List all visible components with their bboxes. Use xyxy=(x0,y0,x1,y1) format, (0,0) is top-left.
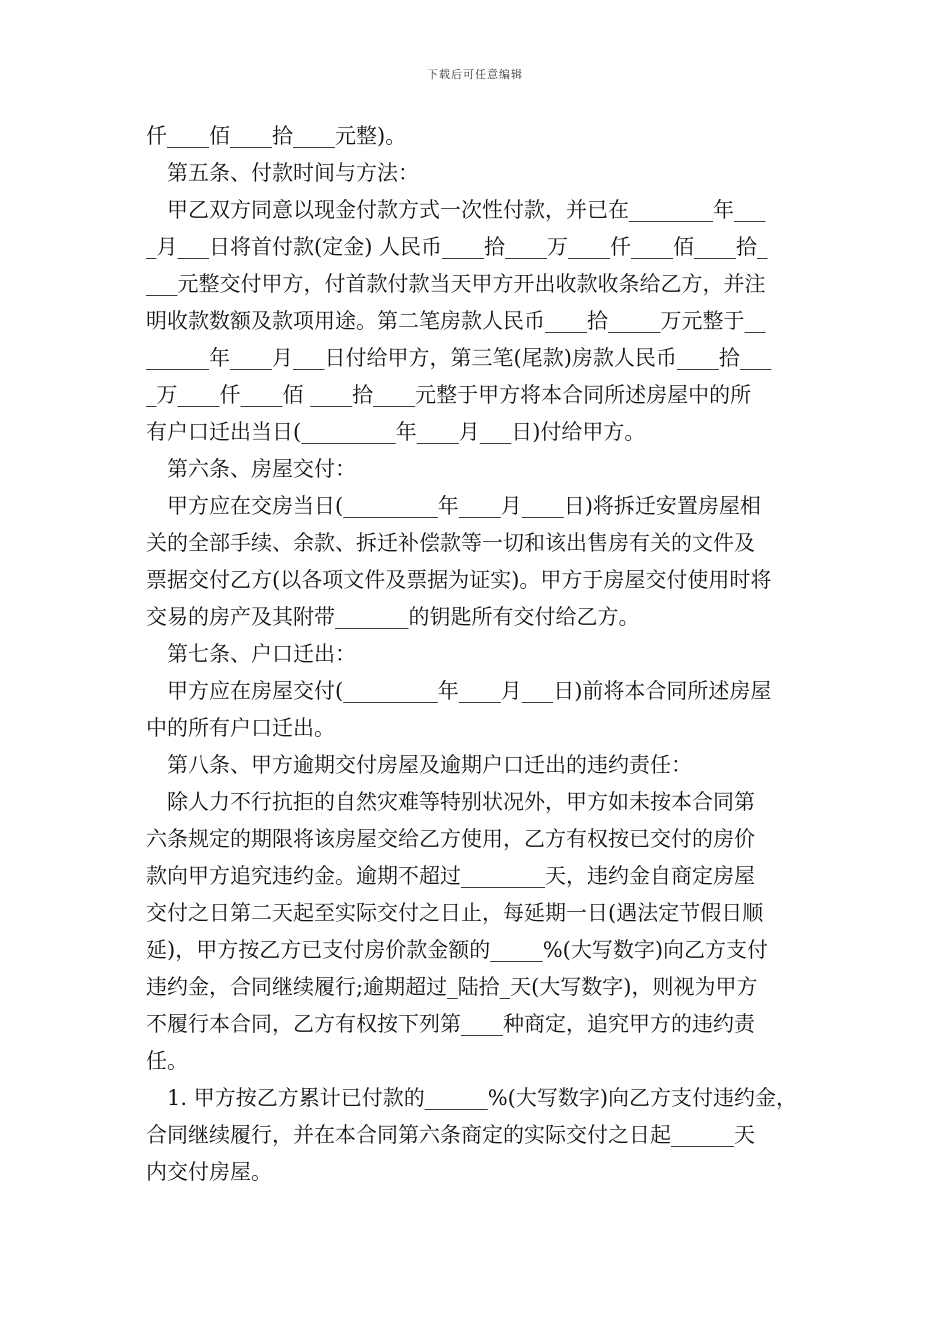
text-line: ___元整交付甲方，付首款付款当天甲方开出收款收条给乙方，并注 xyxy=(146,272,766,296)
text-line: 明收款数额及款项用途。第二笔房款人民币____拾_____万元整于__ xyxy=(146,309,766,333)
document-body xyxy=(146,118,810,1191)
text-line: _月___日将首付款(定金) 人民币____拾____万____仟____佰____拾_ xyxy=(146,235,768,259)
text-line: 延)，甲方按乙方已支付房价款金额的_____%(大写数字)向乙方支付 xyxy=(146,938,769,962)
text-line: 合同继续履行，并在本合同第六条商定的实际交付之日起______天 xyxy=(146,1123,755,1147)
text-line: 款向甲方追究违约金。逾期不超过________天，违约金自商定房屋 xyxy=(146,864,755,888)
text-line: 第七条、户口迁出： xyxy=(167,642,356,666)
text-line: ______年____月___日付给甲方，第三笔(尾款)房款人民币____拾___ xyxy=(146,346,772,370)
text-line: 除人力不行抗拒的自然灾难等特别状况外，甲方如未按本合同第 xyxy=(167,790,755,814)
text-line: 甲方应在房屋交付(_________年____月___日)前将本合同所述房屋 xyxy=(167,679,772,703)
page-header: 下载后可任意编辑 xyxy=(427,68,523,81)
text-line: 内交付房屋。 xyxy=(146,1160,272,1184)
text-line: 甲乙双方同意以现金付款方式一次性付款，并已在________年___ xyxy=(167,198,766,222)
text-line: 交付之日第二天起至实际交付之日止，每延期一日(遇法定节假日顺 xyxy=(146,901,764,925)
text-line: 仟____佰____拾____元整)。 xyxy=(146,124,407,148)
text-line: 中的所有户口迁出。 xyxy=(146,716,335,740)
text-line: 六条规定的期限将该房屋交给乙方使用，乙方有权按已交付的房价 xyxy=(146,827,755,851)
text-line: 交易的房产及其附带_______的钥匙所有交付给乙方。 xyxy=(146,605,640,629)
text-line: 任。 xyxy=(146,1049,188,1073)
text-line: 第八条、甲方逾期交付房屋及逾期户口迁出的违约责任： xyxy=(167,753,692,777)
text-line: 1. 甲方按乙方累计已付款的______%(大写数字)向乙方支付违约金， xyxy=(167,1086,798,1110)
text-line: 违约金，合同继续履行;逾期超过_陆拾_天(大写数字)，则视为甲方 xyxy=(146,975,758,999)
text-line: 票据交付乙方(以各项文件及票据为证实)。甲方于房屋交付使用时将 xyxy=(146,568,772,592)
text-line: 不履行本合同，乙方有权按下列第____种商定，追究甲方的违约责 xyxy=(146,1012,755,1036)
text-line: 第五条、付款时间与方法： xyxy=(167,161,419,185)
text-line: _万____仟____佰 ____拾____元整于甲方将本合同所述房屋中的所 xyxy=(146,383,752,407)
text-line: 甲方应在交房当日(_________年____月____日)将拆迁安置房屋相 xyxy=(167,494,761,518)
text-line: 第六条、房屋交付： xyxy=(167,457,356,481)
text-line: 关的全部手续、余款、拆迁补偿款等一切和该出售房有关的文件及 xyxy=(146,531,755,555)
text-line: 有户口迁出当日(_________年____月___日)付给甲方。 xyxy=(146,420,646,444)
